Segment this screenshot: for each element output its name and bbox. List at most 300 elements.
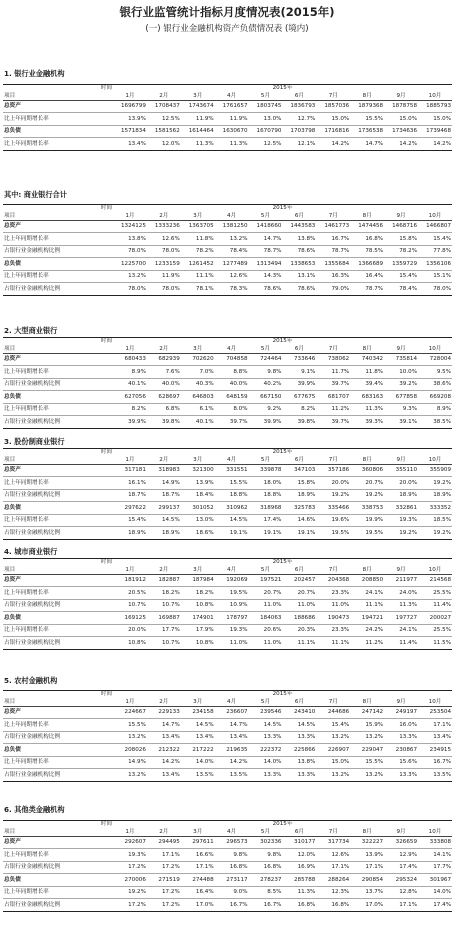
row-label: 总负债 bbox=[3, 126, 113, 138]
month-header: 7月 bbox=[316, 456, 350, 465]
month-header: 10月 bbox=[418, 212, 452, 221]
table-cell: 14.3% bbox=[249, 271, 283, 283]
table-cell: 78.6% bbox=[249, 283, 283, 296]
table-cell: 12.3% bbox=[316, 887, 350, 899]
row-label: 比上年同期增长率 bbox=[3, 757, 113, 769]
table-cell: 16.8% bbox=[350, 233, 384, 246]
table-cell: 292607 bbox=[113, 837, 147, 849]
corner-item-label: 项目 bbox=[3, 345, 113, 354]
table-cell: 1363705 bbox=[181, 221, 215, 233]
month-header: 9月 bbox=[384, 698, 418, 707]
month-header: 4月 bbox=[215, 566, 249, 575]
table-cell: 16.7% bbox=[215, 899, 249, 912]
table-cell: 19.9% bbox=[350, 515, 384, 527]
table-cell: 13.7% bbox=[350, 887, 384, 899]
table-cell: 17.4% bbox=[249, 515, 283, 527]
table-cell: 197727 bbox=[384, 612, 418, 625]
table-cell: 1885793 bbox=[418, 101, 452, 113]
table-cell: 738062 bbox=[316, 354, 350, 366]
table-cell: 17.9% bbox=[181, 625, 215, 637]
table-cell: 192069 bbox=[215, 575, 249, 587]
table-cell: 16.3% bbox=[316, 271, 350, 283]
table-cell: 355909 bbox=[418, 465, 452, 477]
month-header: 7月 bbox=[316, 345, 350, 354]
table-row bbox=[3, 862, 452, 874]
month-header: 3月 bbox=[181, 566, 215, 575]
month-header: 1月 bbox=[113, 92, 147, 101]
table-cell: 244686 bbox=[316, 707, 350, 719]
table-cell: 8.8% bbox=[215, 366, 249, 379]
table-cell: 646803 bbox=[181, 391, 215, 404]
table-cell: 12.7% bbox=[282, 113, 316, 126]
table-cell: 15.0% bbox=[418, 113, 452, 126]
row-label: 总资产 bbox=[3, 837, 113, 849]
table-cell: 18.6% bbox=[181, 527, 215, 540]
table-cell: 1461773 bbox=[316, 221, 350, 233]
table-cell: 12.8% bbox=[384, 887, 418, 899]
table-cell: 11.9% bbox=[215, 113, 249, 126]
table-cell: 326659 bbox=[384, 837, 418, 849]
row-label: 总资产 bbox=[3, 354, 113, 366]
table-cell: 200027 bbox=[418, 612, 452, 625]
table-cell: 38.6% bbox=[418, 379, 452, 391]
table-cell: 11.3% bbox=[384, 600, 418, 612]
row-label: 总负债 bbox=[3, 502, 113, 515]
table-cell: 290854 bbox=[350, 874, 384, 887]
table-row bbox=[3, 366, 452, 379]
row-label: 占银行业金融机构比例 bbox=[3, 769, 113, 782]
table-cell: 9.2% bbox=[249, 404, 283, 416]
data-table bbox=[3, 558, 452, 650]
table-cell: 15.5% bbox=[215, 477, 249, 490]
table-cell: 40.3% bbox=[181, 379, 215, 391]
table-cell: 40.2% bbox=[249, 379, 283, 391]
table-cell: 39.1% bbox=[384, 416, 418, 429]
table-cell: 11.1% bbox=[350, 600, 384, 612]
table-cell: 78.6% bbox=[282, 246, 316, 258]
table-cell: 78.5% bbox=[350, 246, 384, 258]
table-cell: 13.2% bbox=[350, 732, 384, 744]
table-cell: 13.2% bbox=[113, 769, 147, 782]
table-cell: 19.3% bbox=[113, 849, 147, 862]
month-header: 3月 bbox=[181, 698, 215, 707]
table-cell: 10.8% bbox=[181, 600, 215, 612]
table-cell: 14.2% bbox=[215, 757, 249, 769]
table-cell: 1225700 bbox=[113, 258, 147, 271]
table-cell: 17.0% bbox=[181, 899, 215, 912]
row-label: 总负债 bbox=[3, 391, 113, 404]
table-cell: 39.7% bbox=[316, 416, 350, 429]
table-cell: 297622 bbox=[113, 502, 147, 515]
row-label: 占银行业金融机构比例 bbox=[3, 732, 113, 744]
table-cell: 6.8% bbox=[147, 404, 181, 416]
table-cell: 20.6% bbox=[249, 625, 283, 637]
table-cell: 1630670 bbox=[215, 126, 249, 138]
section-title: 其中: 商业银行合计 bbox=[4, 190, 67, 199]
data-table bbox=[3, 690, 452, 782]
table-cell: 13.5% bbox=[181, 769, 215, 782]
table-cell: 271519 bbox=[147, 874, 181, 887]
table-cell: 680433 bbox=[113, 354, 147, 366]
corner-item-label: 项目 bbox=[3, 212, 113, 221]
month-header: 7月 bbox=[316, 566, 350, 575]
row-label: 占银行业金融机构比例 bbox=[3, 416, 113, 429]
page-title: 银行业监管统计指标月度情况表(2015年) bbox=[119, 5, 335, 19]
row-label: 总资产 bbox=[3, 101, 113, 113]
table-cell: 278237 bbox=[249, 874, 283, 887]
section-title: 3. 股份制商业银行 bbox=[4, 437, 65, 446]
table-row bbox=[3, 126, 452, 138]
table-cell: 299137 bbox=[147, 502, 181, 515]
table-cell: 1836793 bbox=[282, 101, 316, 113]
table-cell: 1324125 bbox=[113, 221, 147, 233]
table-row bbox=[3, 612, 452, 625]
table-cell: 13.5% bbox=[418, 769, 452, 782]
table-cell: 9.3% bbox=[384, 404, 418, 416]
table-cell: 14.1% bbox=[418, 849, 452, 862]
table-cell: 11.0% bbox=[316, 600, 350, 612]
table-cell: 17.4% bbox=[418, 899, 452, 912]
month-header: 2月 bbox=[147, 456, 181, 465]
month-header: 9月 bbox=[384, 345, 418, 354]
table-cell: 11.0% bbox=[249, 600, 283, 612]
table-cell: 9.1% bbox=[282, 366, 316, 379]
table-cell: 253504 bbox=[418, 707, 452, 719]
table-row bbox=[3, 221, 452, 233]
table-cell: 11.0% bbox=[215, 637, 249, 650]
month-header: 3月 bbox=[181, 828, 215, 837]
table-cell: 13.2% bbox=[113, 271, 147, 283]
section-title: 5. 农村金融机构 bbox=[4, 676, 58, 685]
header-month-row bbox=[3, 345, 452, 354]
table-cell: 14.9% bbox=[147, 477, 181, 490]
table-cell: 13.3% bbox=[384, 732, 418, 744]
table-cell: 9.5% bbox=[418, 366, 452, 379]
table-cell: 214568 bbox=[418, 575, 452, 587]
table-row bbox=[3, 744, 452, 757]
header-year-row bbox=[3, 559, 452, 567]
table-cell: 1355684 bbox=[316, 258, 350, 271]
header-month-row bbox=[3, 456, 452, 465]
table-cell: 13.3% bbox=[282, 732, 316, 744]
table-cell: 39.9% bbox=[249, 416, 283, 429]
table-cell: 13.2% bbox=[113, 732, 147, 744]
table-cell: 39.3% bbox=[350, 416, 384, 429]
row-label: 总资产 bbox=[3, 221, 113, 233]
row-label: 比上年同期增长率 bbox=[3, 233, 113, 246]
table-cell: 13.8% bbox=[282, 233, 316, 246]
table-cell: 1716816 bbox=[316, 126, 350, 138]
month-header: 3月 bbox=[181, 92, 215, 101]
table-cell: 17.7% bbox=[147, 625, 181, 637]
table-cell: 15.0% bbox=[316, 757, 350, 769]
table-cell: 78.7% bbox=[249, 246, 283, 258]
table-cell: 10.7% bbox=[113, 600, 147, 612]
table-cell: 229133 bbox=[147, 707, 181, 719]
data-table bbox=[3, 820, 452, 912]
section-title: 2. 大型商业银行 bbox=[4, 326, 58, 335]
table-cell: 39.8% bbox=[282, 416, 316, 429]
month-header: 6月 bbox=[282, 345, 316, 354]
table-cell: 24.1% bbox=[350, 587, 384, 600]
table-cell: 23.3% bbox=[316, 587, 350, 600]
table-cell: 247142 bbox=[350, 707, 384, 719]
month-header: 10月 bbox=[418, 456, 452, 465]
table-cell: 20.0% bbox=[113, 625, 147, 637]
table-cell: 243410 bbox=[282, 707, 316, 719]
table-cell: 13.3% bbox=[249, 732, 283, 744]
table-cell: 13.8% bbox=[113, 233, 147, 246]
month-header: 9月 bbox=[384, 456, 418, 465]
month-header: 5月 bbox=[249, 212, 283, 221]
table-cell: 17.1% bbox=[147, 849, 181, 862]
table-cell: 15.0% bbox=[316, 113, 350, 126]
table-cell: 296573 bbox=[215, 837, 249, 849]
row-label: 占银行业金融机构比例 bbox=[3, 899, 113, 912]
month-header: 1月 bbox=[113, 345, 147, 354]
table-cell: 15.5% bbox=[113, 719, 147, 732]
table-cell: 17.1% bbox=[384, 899, 418, 912]
table-cell: 270006 bbox=[113, 874, 147, 887]
row-label: 总资产 bbox=[3, 575, 113, 587]
table-cell: 627056 bbox=[113, 391, 147, 404]
table-cell: 11.0% bbox=[282, 600, 316, 612]
table-cell: 13.9% bbox=[113, 113, 147, 126]
table-cell: 15.4% bbox=[113, 515, 147, 527]
month-header: 5月 bbox=[249, 828, 283, 837]
month-header: 9月 bbox=[384, 92, 418, 101]
row-label: 总资产 bbox=[3, 465, 113, 477]
table-cell: 1614464 bbox=[181, 126, 215, 138]
table-cell: 18.2% bbox=[147, 587, 181, 600]
month-header: 6月 bbox=[282, 698, 316, 707]
row-label: 占银行业金融机构比例 bbox=[3, 283, 113, 296]
table-cell: 18.2% bbox=[181, 587, 215, 600]
row-label: 占银行业金融机构比例 bbox=[3, 862, 113, 874]
table-row bbox=[3, 233, 452, 246]
table-cell: 19.6% bbox=[316, 515, 350, 527]
row-label: 比上年同期增长率 bbox=[3, 849, 113, 862]
table-cell: 187984 bbox=[181, 575, 215, 587]
month-header: 6月 bbox=[282, 92, 316, 101]
table-cell: 302336 bbox=[249, 837, 283, 849]
table-cell: 301052 bbox=[181, 502, 215, 515]
table-cell: 12.6% bbox=[147, 233, 181, 246]
month-header: 9月 bbox=[384, 566, 418, 575]
table-cell: 682939 bbox=[147, 354, 181, 366]
table-cell: 19.2% bbox=[418, 527, 452, 540]
table-cell: 225866 bbox=[282, 744, 316, 757]
table-cell: 18.9% bbox=[384, 490, 418, 502]
table-cell: 1474456 bbox=[350, 221, 384, 233]
table-row bbox=[3, 719, 452, 732]
table-cell: 16.9% bbox=[282, 862, 316, 874]
table-cell: 188686 bbox=[282, 612, 316, 625]
table-cell: 20.0% bbox=[384, 477, 418, 490]
table-cell: 78.0% bbox=[147, 283, 181, 296]
month-header: 6月 bbox=[282, 456, 316, 465]
table-cell: 236607 bbox=[215, 707, 249, 719]
table-row bbox=[3, 246, 452, 258]
table-row bbox=[3, 416, 452, 429]
table-cell: 13.0% bbox=[249, 113, 283, 126]
table-cell: 14.7% bbox=[249, 233, 283, 246]
row-label: 比上年同期增长率 bbox=[3, 113, 113, 126]
table-cell: 10.8% bbox=[181, 637, 215, 650]
table-cell: 10.7% bbox=[147, 600, 181, 612]
month-header: 2月 bbox=[147, 345, 181, 354]
table-cell: 12.6% bbox=[215, 271, 249, 283]
table-cell: 13.3% bbox=[384, 769, 418, 782]
table-cell: 17.2% bbox=[113, 862, 147, 874]
table-cell: 39.4% bbox=[350, 379, 384, 391]
table-cell: 1356106 bbox=[418, 258, 452, 271]
row-label: 占银行业金融机构比例 bbox=[3, 379, 113, 391]
table-cell: 1466807 bbox=[418, 221, 452, 233]
table-cell: 335466 bbox=[316, 502, 350, 515]
table-row bbox=[3, 527, 452, 540]
row-label: 比上年同期增长率 bbox=[3, 887, 113, 899]
table-cell: 13.2% bbox=[350, 769, 384, 782]
corner-time-label: 时间 bbox=[3, 691, 113, 699]
table-cell: 39.9% bbox=[282, 379, 316, 391]
table-cell: 15.8% bbox=[282, 477, 316, 490]
table-cell: 11.7% bbox=[316, 366, 350, 379]
table-cell: 182887 bbox=[147, 575, 181, 587]
table-row bbox=[3, 113, 452, 126]
table-cell: 190473 bbox=[316, 612, 350, 625]
month-header: 10月 bbox=[418, 698, 452, 707]
table-cell: 8.9% bbox=[418, 404, 452, 416]
table-cell: 14.0% bbox=[249, 757, 283, 769]
table-cell: 12.6% bbox=[316, 849, 350, 862]
table-cell: 19.3% bbox=[384, 515, 418, 527]
table-cell: 78.7% bbox=[316, 246, 350, 258]
section-title: 4. 城市商业银行 bbox=[4, 547, 58, 556]
table-cell: 10.9% bbox=[215, 600, 249, 612]
row-label: 比上年同期增长率 bbox=[3, 515, 113, 527]
month-header: 6月 bbox=[282, 566, 316, 575]
table-cell: 1571834 bbox=[113, 126, 147, 138]
table-cell: 79.0% bbox=[316, 283, 350, 296]
table-row bbox=[3, 899, 452, 912]
table-cell: 217222 bbox=[181, 744, 215, 757]
table-cell: 78.6% bbox=[282, 283, 316, 296]
table-cell: 78.0% bbox=[113, 283, 147, 296]
table-cell: 310962 bbox=[215, 502, 249, 515]
month-header: 4月 bbox=[215, 698, 249, 707]
table-cell: 325783 bbox=[282, 502, 316, 515]
table-cell: 19.5% bbox=[316, 527, 350, 540]
table-cell: 16.8% bbox=[215, 862, 249, 874]
month-header: 2月 bbox=[147, 566, 181, 575]
month-header: 2月 bbox=[147, 828, 181, 837]
header-year-row bbox=[3, 449, 452, 457]
table-cell: 20.7% bbox=[249, 587, 283, 600]
table-cell: 19.2% bbox=[418, 477, 452, 490]
table-cell: 19.3% bbox=[215, 625, 249, 637]
table-cell: 12.9% bbox=[384, 849, 418, 862]
table-cell: 19.1% bbox=[215, 527, 249, 540]
table-cell: 13.5% bbox=[215, 769, 249, 782]
table-cell: 297611 bbox=[181, 837, 215, 849]
table-cell: 11.0% bbox=[249, 637, 283, 650]
table-row bbox=[3, 502, 452, 515]
table-cell: 16.7% bbox=[249, 899, 283, 912]
table-cell: 1333236 bbox=[147, 221, 181, 233]
header-year-row bbox=[3, 85, 452, 93]
row-label: 比上年同期增长率 bbox=[3, 366, 113, 379]
header-month-row bbox=[3, 92, 452, 101]
table-cell: 1736538 bbox=[350, 126, 384, 138]
table-cell: 14.0% bbox=[181, 757, 215, 769]
month-header: 5月 bbox=[249, 456, 283, 465]
table-row bbox=[3, 757, 452, 769]
corner-time-label: 时间 bbox=[3, 205, 113, 213]
header-month-row bbox=[3, 566, 452, 575]
table-cell: 15.4% bbox=[384, 271, 418, 283]
table-cell: 681707 bbox=[316, 391, 350, 404]
table-row bbox=[3, 769, 452, 782]
table-cell: 18.7% bbox=[113, 490, 147, 502]
table-cell: 318983 bbox=[147, 465, 181, 477]
table-cell: 677675 bbox=[282, 391, 316, 404]
table-cell: 169125 bbox=[113, 612, 147, 625]
table-cell: 13.4% bbox=[113, 138, 147, 151]
table-cell: 677858 bbox=[384, 391, 418, 404]
month-header: 6月 bbox=[282, 828, 316, 837]
table-cell: 25.5% bbox=[418, 625, 452, 637]
table-cell: 16.6% bbox=[181, 849, 215, 862]
table-cell: 39.7% bbox=[316, 379, 350, 391]
table-cell: 702620 bbox=[181, 354, 215, 366]
table-row bbox=[3, 391, 452, 404]
table-cell: 347103 bbox=[282, 465, 316, 477]
table-cell: 11.1% bbox=[181, 271, 215, 283]
month-header: 5月 bbox=[249, 92, 283, 101]
table-cell: 1359729 bbox=[384, 258, 418, 271]
table-row bbox=[3, 625, 452, 637]
table-row bbox=[3, 887, 452, 899]
row-label: 比上年同期增长率 bbox=[3, 404, 113, 416]
table-cell: 321300 bbox=[181, 465, 215, 477]
table-cell: 1879368 bbox=[350, 101, 384, 113]
table-row bbox=[3, 271, 452, 283]
table-cell: 13.2% bbox=[316, 732, 350, 744]
table-cell: 16.7% bbox=[418, 757, 452, 769]
month-header: 10月 bbox=[418, 566, 452, 575]
table-cell: 16.8% bbox=[282, 899, 316, 912]
table-cell: 20.0% bbox=[316, 477, 350, 490]
table-cell: 16.4% bbox=[181, 887, 215, 899]
month-header: 10月 bbox=[418, 828, 452, 837]
table-cell: 12.1% bbox=[282, 138, 316, 151]
table-cell: 40.0% bbox=[147, 379, 181, 391]
table-cell: 12.5% bbox=[147, 113, 181, 126]
table-cell: 1708437 bbox=[147, 101, 181, 113]
table-cell: 78.0% bbox=[113, 246, 147, 258]
row-label: 比上年同期增长率 bbox=[3, 138, 113, 151]
year-header: 2015年 bbox=[113, 449, 452, 457]
table-cell: 18.4% bbox=[181, 490, 215, 502]
table-cell: 40.1% bbox=[181, 416, 215, 429]
table-cell: 295324 bbox=[384, 874, 418, 887]
table-cell: 1581562 bbox=[147, 126, 181, 138]
section-title: 6. 其他类金融机构 bbox=[4, 805, 65, 814]
month-header: 8月 bbox=[350, 212, 384, 221]
table-cell: 15.1% bbox=[418, 271, 452, 283]
table-cell: 12.0% bbox=[282, 849, 316, 862]
